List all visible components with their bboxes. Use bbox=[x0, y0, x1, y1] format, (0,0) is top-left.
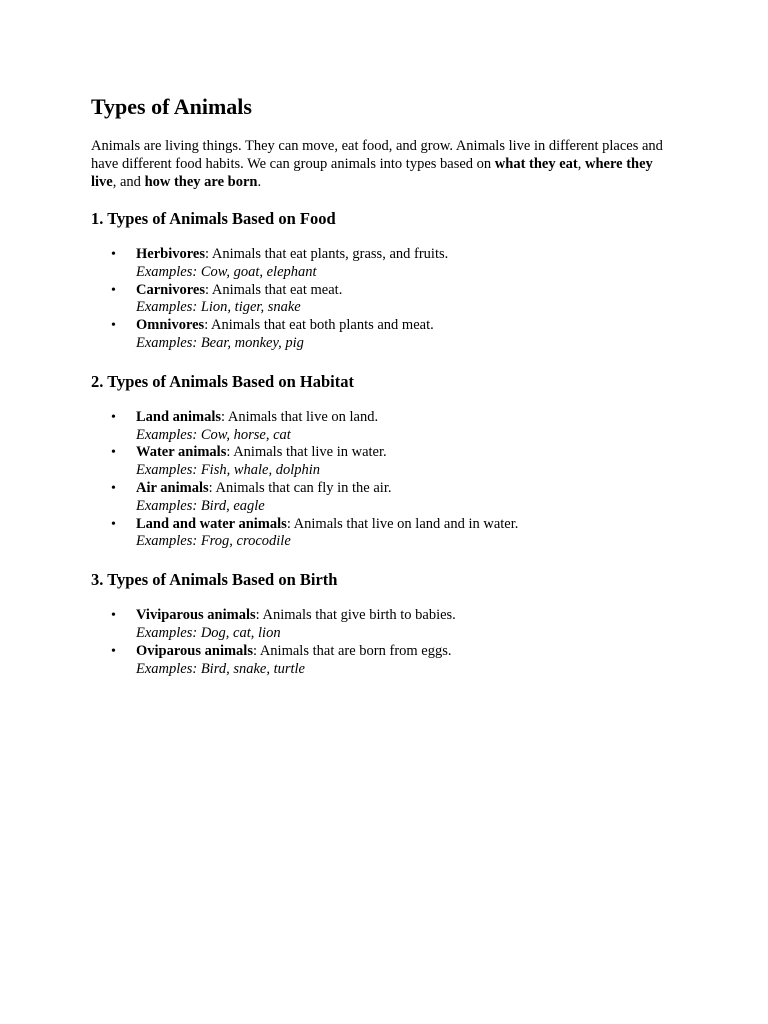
list-food bbox=[91, 246, 681, 353]
bullet-icon: • bbox=[111, 409, 116, 425]
intro-text: Animals are living things. They can move, eat food, and grow. Animals live in different places and have different food habits. We can group animals into types based on bbox=[91, 138, 663, 172]
intro-bold-birth: how they are born bbox=[144, 174, 258, 190]
item-desc: : Animals that live on land and in water. bbox=[286, 515, 519, 532]
intro-bold-habitat: where they live bbox=[91, 156, 653, 190]
item-term: Oviparous animals bbox=[136, 642, 253, 659]
bullet-icon: • bbox=[111, 643, 116, 659]
item-term: Land and water animals bbox=[136, 515, 287, 532]
list-habitat bbox=[91, 409, 681, 551]
section-heading-food: 1. Types of Animals Based on Food bbox=[91, 209, 336, 228]
intro-separator: , and bbox=[112, 174, 145, 190]
item-desc: : Animals that eat meat. bbox=[205, 281, 343, 298]
item-term: Water animals bbox=[136, 444, 227, 461]
bullet-icon: • bbox=[111, 282, 116, 298]
item-desc: : Animals that are born from eggs. bbox=[252, 642, 452, 659]
item-term: Viviparous animals bbox=[136, 607, 256, 624]
item-examples: Examples: Frog, crocodile bbox=[136, 533, 291, 550]
item-examples: Examples: Bird, eagle bbox=[136, 497, 265, 514]
bullet-icon: • bbox=[111, 318, 116, 334]
item-term: Air animals bbox=[136, 479, 209, 496]
list-item bbox=[91, 317, 681, 353]
bullet-icon: • bbox=[111, 608, 116, 624]
intro-bold-food: what they eat bbox=[494, 156, 578, 172]
intro-end: . bbox=[257, 174, 262, 190]
document-page bbox=[91, 93, 681, 697]
item-desc: : Animals that live on land. bbox=[221, 408, 379, 425]
bullet-icon: • bbox=[111, 445, 116, 461]
item-examples: Examples: Cow, goat, elephant bbox=[136, 263, 317, 280]
item-examples: Examples: Fish, whale, dolphin bbox=[136, 462, 321, 479]
page-title: Types of Animals bbox=[91, 94, 252, 119]
bullet-icon: • bbox=[111, 247, 116, 262]
bullet-icon: • bbox=[111, 480, 116, 496]
list-item bbox=[91, 409, 681, 445]
item-desc: : Animals that give birth to babies. bbox=[255, 607, 456, 624]
list-item bbox=[91, 516, 681, 552]
list-item bbox=[91, 246, 681, 282]
item-term: Carnivores bbox=[136, 281, 206, 298]
list-item bbox=[91, 282, 681, 318]
item-desc: : Animals that live in water. bbox=[226, 444, 387, 461]
item-desc: : Animals that can fly in the air. bbox=[208, 479, 392, 496]
item-term: Land animals bbox=[136, 408, 222, 425]
section-heading-birth: 3. Types of Animals Based on Birth bbox=[91, 570, 338, 590]
item-examples: Examples: Cow, horse, cat bbox=[136, 426, 291, 443]
intro-paragraph bbox=[91, 137, 681, 191]
item-desc: : Animals that eat plants, grass, and fruits. bbox=[205, 246, 449, 262]
item-term: Omnivores bbox=[136, 317, 205, 334]
list-item bbox=[91, 480, 681, 516]
item-desc: : Animals that eat both plants and meat. bbox=[204, 317, 434, 334]
list-item bbox=[91, 643, 681, 679]
list-birth bbox=[91, 607, 681, 678]
intro-separator: , bbox=[577, 156, 586, 172]
section-heading-habitat: 2. Types of Animals Based on Habitat bbox=[91, 371, 354, 391]
item-examples: Examples: Bear, monkey, pig bbox=[136, 334, 304, 351]
item-examples: Examples: Bird, snake, turtle bbox=[136, 660, 305, 677]
bullet-icon: • bbox=[111, 516, 116, 532]
list-item bbox=[91, 607, 681, 643]
item-examples: Examples: Lion, tiger, snake bbox=[136, 299, 301, 316]
list-item bbox=[91, 444, 681, 480]
item-term: Herbivores bbox=[136, 246, 205, 262]
item-examples: Examples: Dog, cat, lion bbox=[136, 624, 281, 641]
